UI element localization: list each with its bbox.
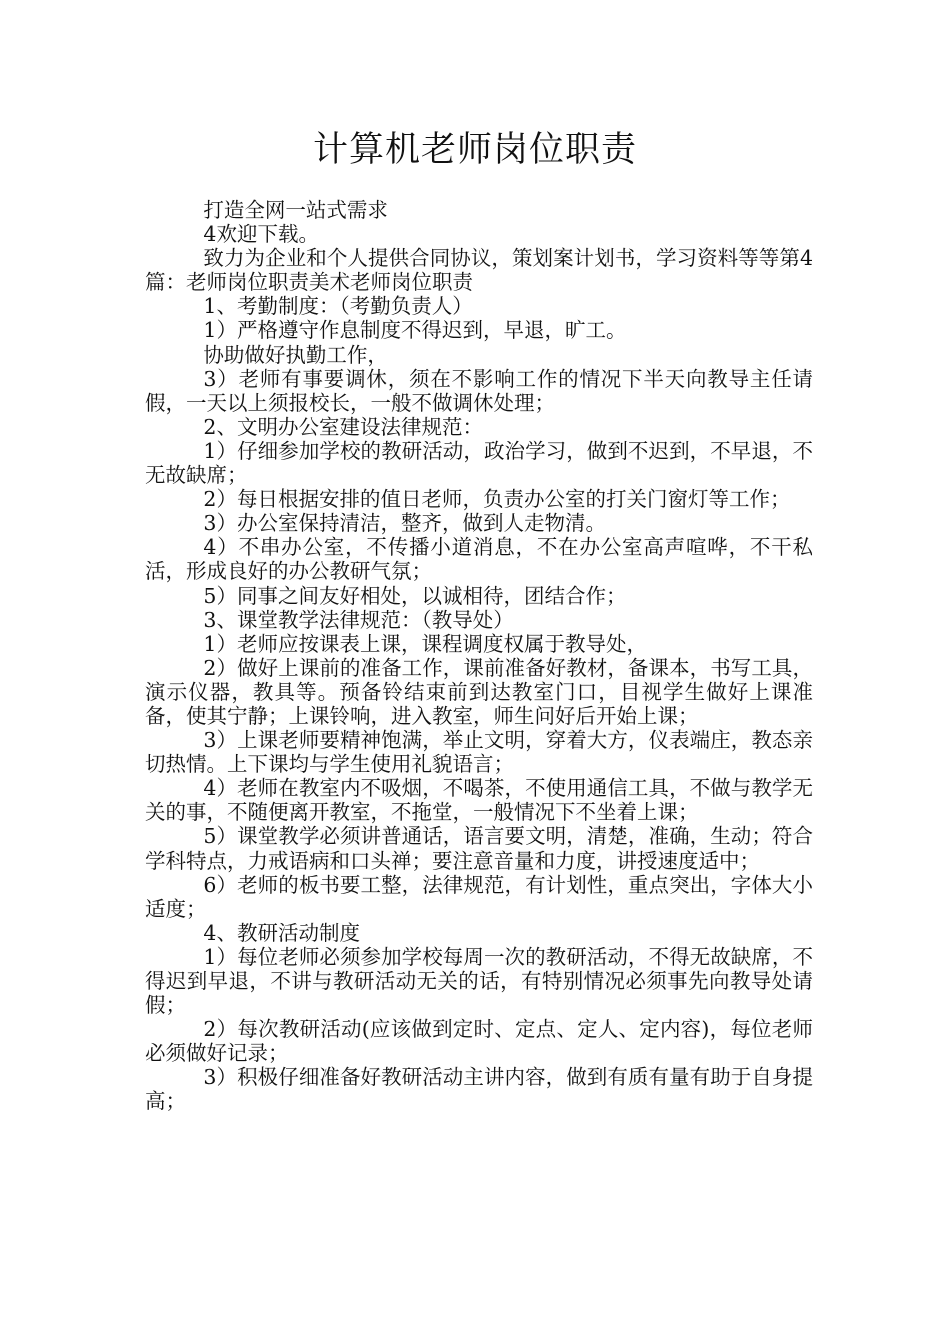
paragraph: 1、考勤制度：（考勤负责人） bbox=[203, 294, 473, 319]
paragraph: 打造全网一站式需求 bbox=[203, 198, 388, 222]
paragraph: 1）每位老师必须参加学校每周一次的教研活动，不得无故缺席，不得迟到早退，不讲与教研活动无关的话，有特别情况必须事先向教导处请假； bbox=[145, 944, 813, 1018]
paragraph: 3）积极仔细准备好教研活动主讲内容，做到有质有量有助于自身提高； bbox=[145, 1065, 813, 1114]
paragraph: 协助做好执勤工作， bbox=[203, 342, 388, 367]
paragraph: 6）老师的板书要工整，法律规范，有计划性，重点突出，字体大小适度； bbox=[145, 872, 813, 921]
paragraph: 2、文明办公室建设法律规范： bbox=[203, 414, 483, 439]
paragraph: 2）做好上课前的准备工作，课前准备好教材，备课本，书写工具，演示仪器，教具等。预备铃结束前到达教室门口，目视学生做好上课准备，使其宁静；上课铃响，进入教室，师生问好后开始上课； bbox=[145, 655, 813, 728]
paragraph: 4）老师在教室内不吸烟，不喝茶，不使用通信工具，不做与教学无关的事，不随便离开教室，不拖堂，一般情况下不坐着上课； bbox=[145, 776, 813, 825]
paragraph: 3、课堂教学法律规范：（教导处） bbox=[203, 607, 514, 632]
paragraph: 3）老师有事要调休，须在不影响工作的情况下半天向教导主任请假，一天以上须报校长，一般不做调休处理； bbox=[145, 366, 813, 415]
paragraph: 2）每次教研活动(应该做到定时、定点、定人、定内容)，每位老师必须做好记录； bbox=[145, 1017, 813, 1066]
paragraph: 5）同事之间友好相处，以诚相待，团结合作； bbox=[203, 583, 627, 608]
paragraph: 4、教研活动制度 bbox=[203, 920, 360, 945]
paragraph: 4欢迎下载。 bbox=[203, 222, 319, 247]
paragraph: 5）课堂教学必须讲普通话，语言要文明，清楚，准确，生动；符合学科特点，力戒语病和口头禅；要注意音量和力度，讲授速度适中； bbox=[145, 824, 813, 873]
paragraph: 致力为企业和个人提供合同协议，策划案计划书，学习资料等等第4篇：老师岗位职责美术老师岗位职责 bbox=[145, 246, 813, 295]
document-body bbox=[145, 198, 813, 1114]
paragraph: 3）办公室保持清洁，整齐，做到人走物清。 bbox=[203, 511, 606, 536]
paragraph: 1）仔细参加学校的教研活动，政治学习，做到不迟到，不早退，不无故缺席； bbox=[145, 438, 813, 488]
document-title: 计算机老师岗位职责 bbox=[312, 130, 637, 170]
paragraph: 1）老师应按课表上课，课程调度权属于教导处， bbox=[203, 631, 647, 656]
paragraph: 1）严格遵守作息制度不得迟到，早退，旷工。 bbox=[203, 318, 627, 343]
paragraph: 3）上课老师要精神饱满，举止文明，穿着大方，仪表端庄，教态亲切热情。上下课均与学生使用礼貌语言； bbox=[145, 728, 813, 777]
paragraph: 2）每日根据安排的值日老师，负责办公室的打关门窗灯等工作； bbox=[203, 487, 791, 512]
paragraph: 4）不串办公室，不传播小道消息，不在办公室高声喧哗，不干私活，形成良好的办公教研气氛； bbox=[145, 535, 813, 584]
